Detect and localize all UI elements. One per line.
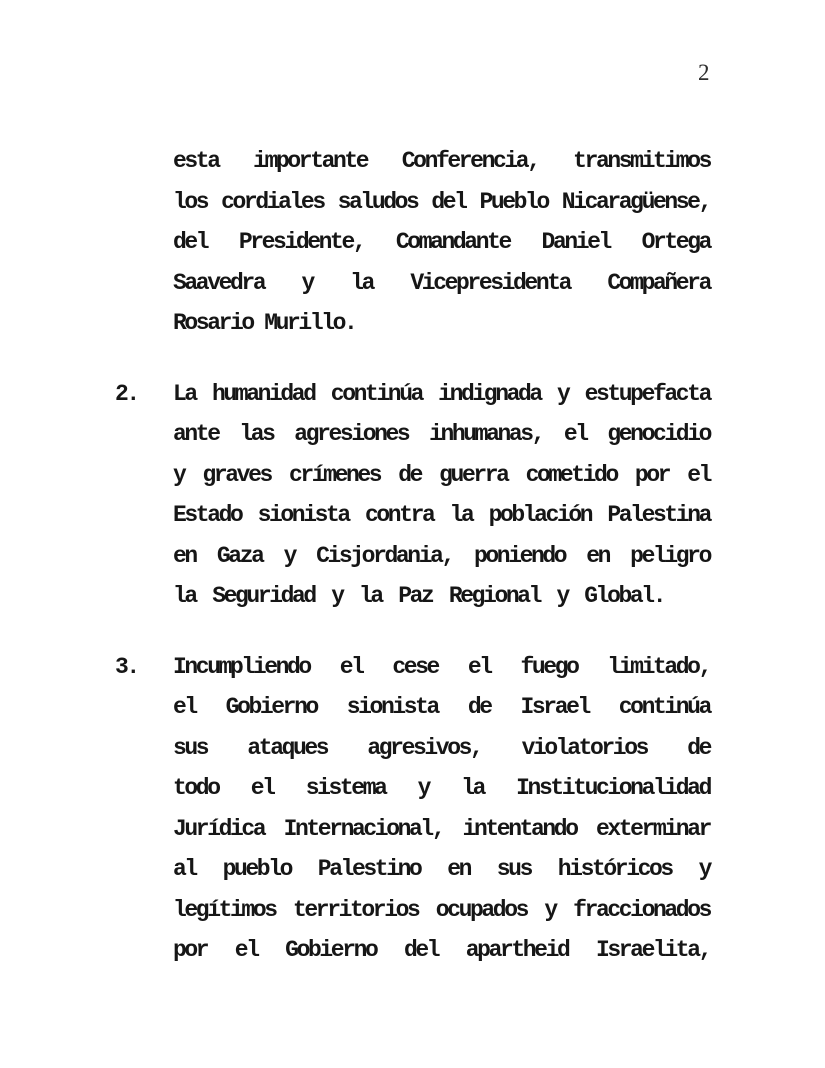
paragraph [115, 374, 710, 617]
paragraph [115, 647, 710, 971]
document-line: Estado sionista contra la población Palestina [173, 502, 710, 528]
document-line: Incumpliendo el cese el fuego limitado, [173, 653, 710, 680]
document-line: sus ataques agresivos, violatorios de [173, 734, 710, 761]
document-line: La humanidad continúa indignada y estupefacta [173, 380, 710, 407]
page-number: 2 [698, 60, 710, 85]
document-line: Saavedra y la Vicepresidenta Compañera [173, 269, 710, 296]
paragraph-marker: 2. [115, 380, 138, 407]
document-body [115, 141, 710, 1001]
document-line: Jurídica Internacional, intentando exterminar [173, 815, 710, 842]
document-line: y graves crímenes de guerra cometido por el [173, 461, 710, 488]
paragraph [115, 141, 710, 344]
document-line: por el Gobierno del apartheid Israelita, [173, 937, 710, 963]
document-line: al pueblo Palestino en sus históricos y [173, 856, 710, 882]
paragraph-lines [173, 141, 710, 344]
paragraph-lines [173, 374, 710, 617]
paragraph-marker [115, 141, 173, 344]
document-line: esta importante Conferencia, transmitimos [173, 148, 710, 174]
document-line: el Gobierno sionista de Israel continúa [173, 694, 710, 720]
document-line: del Presidente, Comandante Daniel Ortega [173, 229, 710, 255]
document-line: ante las agresiones inhumanas, el genocidio [173, 421, 710, 447]
document-line: Rosario Murillo. [173, 310, 356, 336]
paragraph-marker: 3. [115, 653, 138, 680]
document-line: todo el sistema y la Institucionalidad [173, 775, 710, 801]
document-line: legítimos territorios ocupados y fraccionados [173, 896, 710, 923]
paragraph-lines [173, 647, 710, 971]
document-line: los cordiales saludos del Pueblo Nicaragüense, [173, 188, 710, 215]
document-line: en Gaza y Cisjordania, poniendo en peligro [173, 542, 710, 569]
document-line: la Seguridad y la Paz Regional y Global. [173, 583, 665, 609]
